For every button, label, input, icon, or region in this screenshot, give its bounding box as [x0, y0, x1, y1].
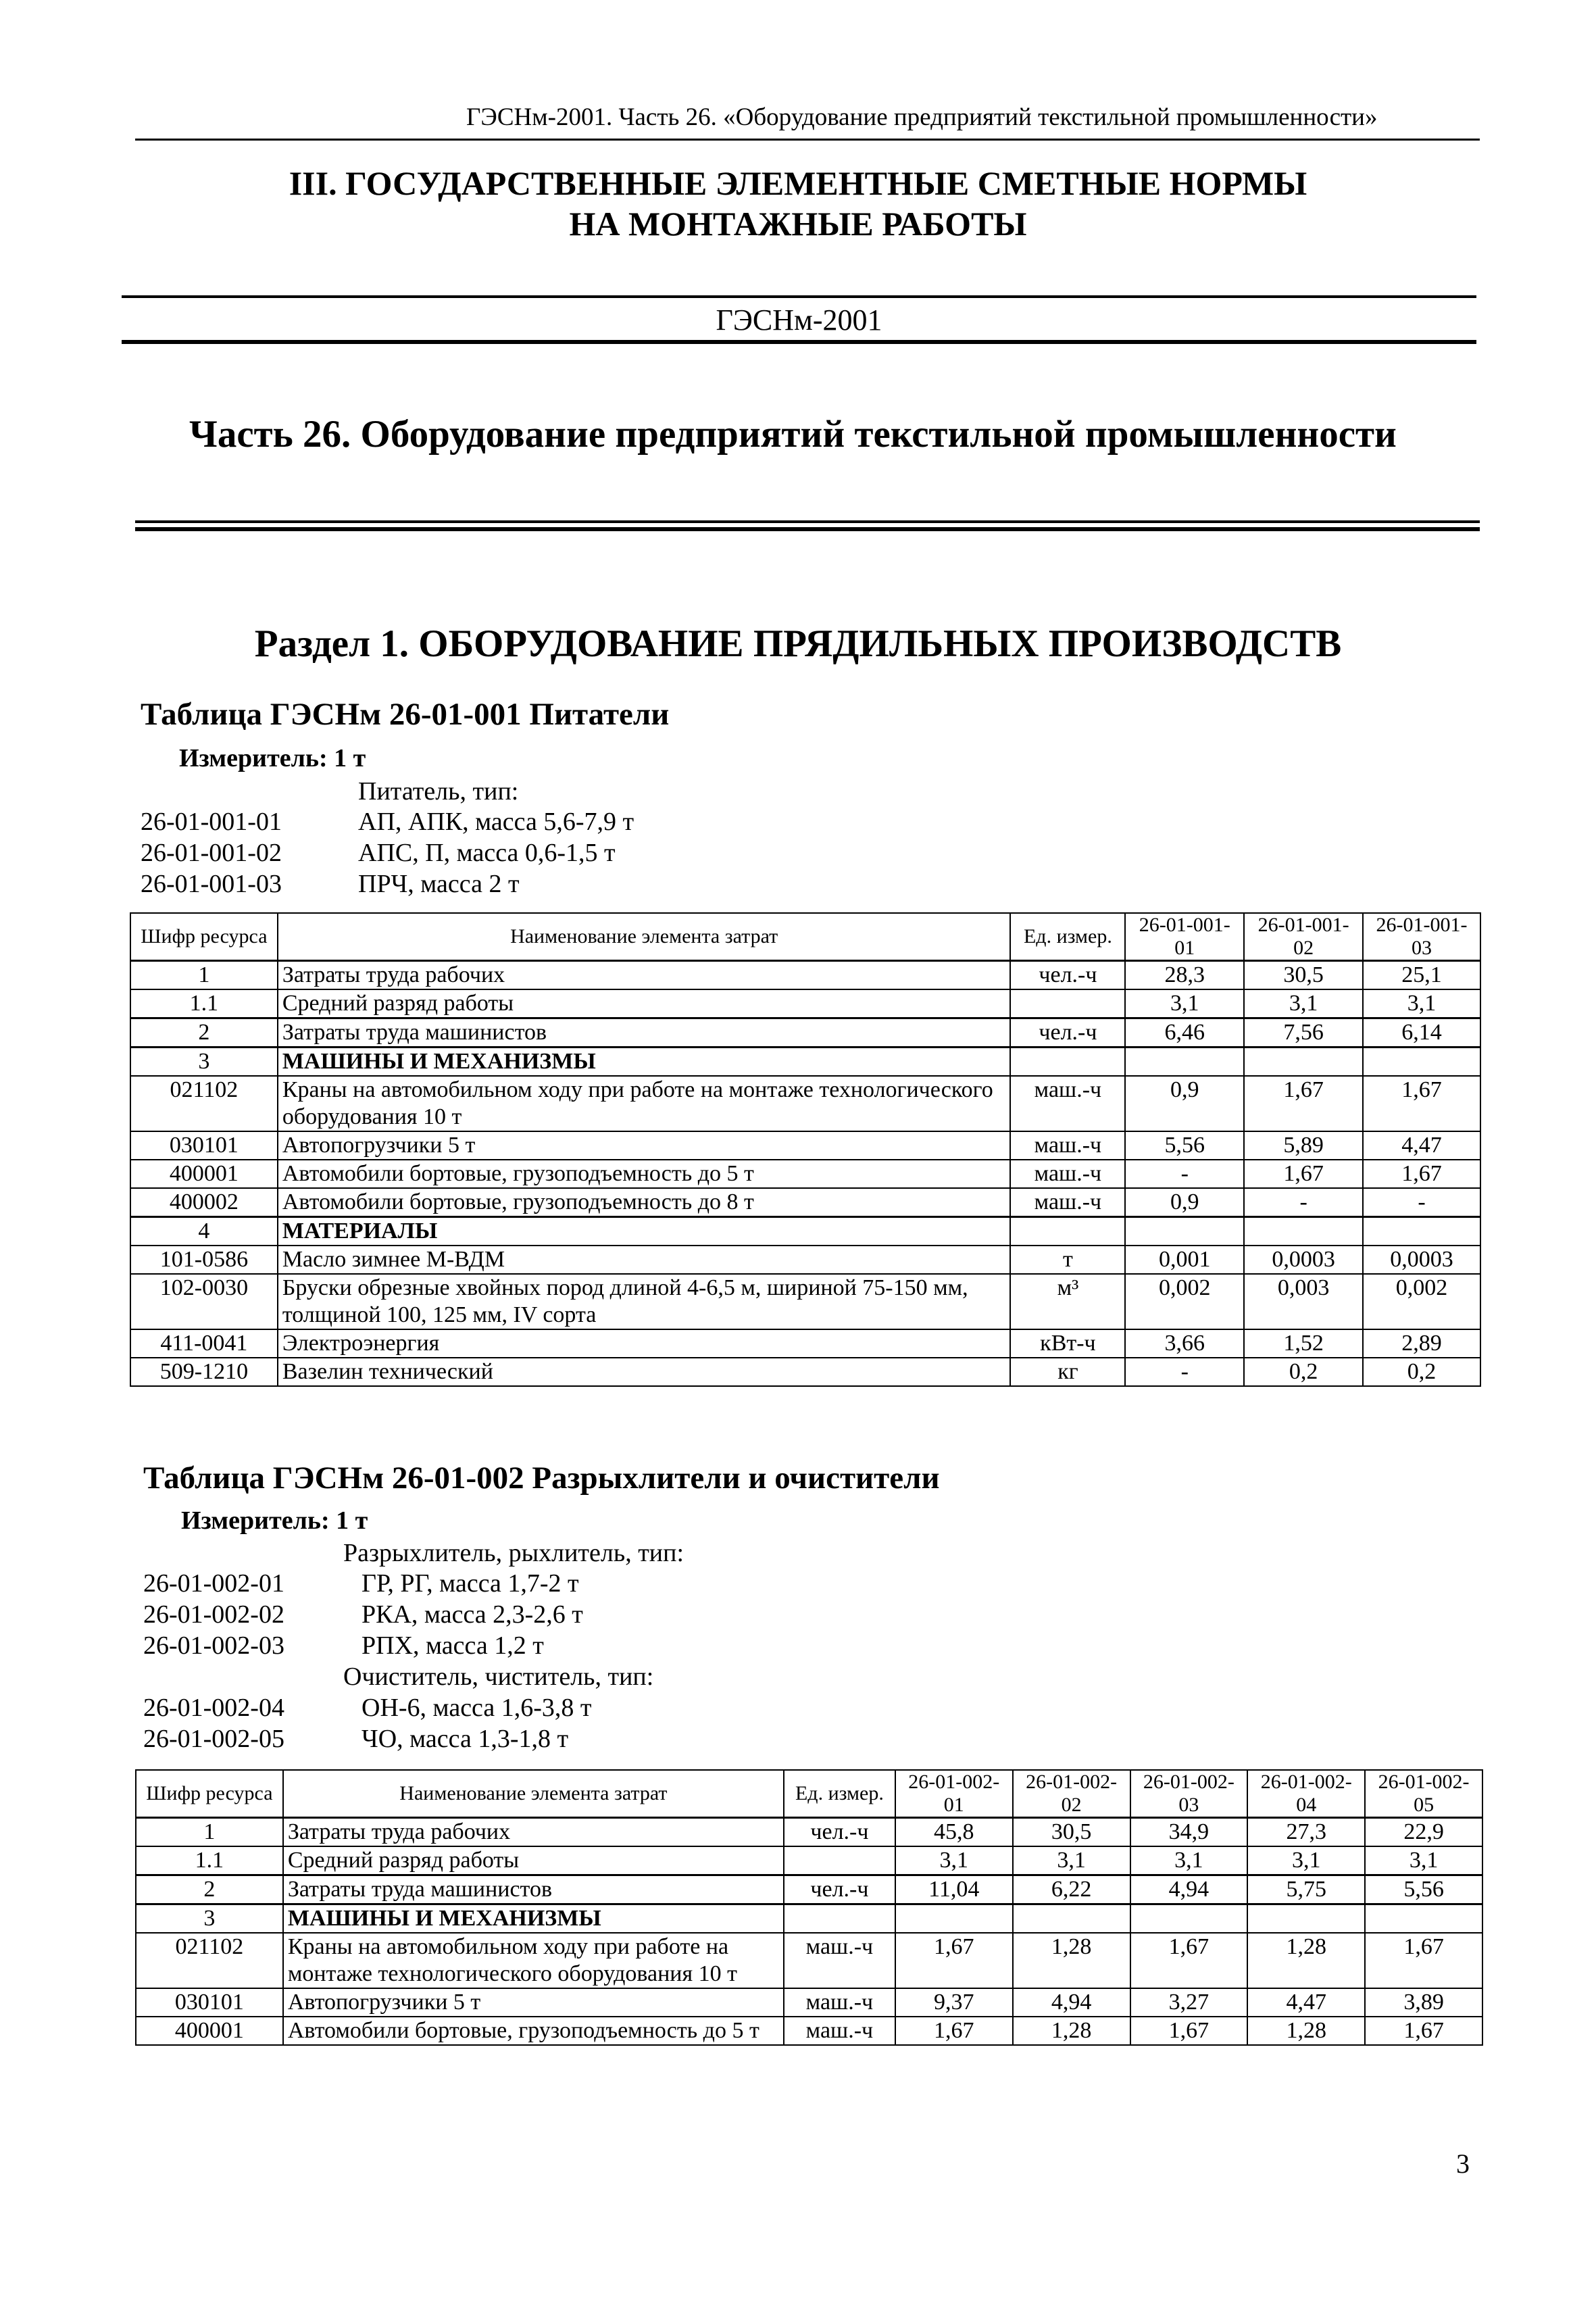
header-col: 26-01-002-04 — [1247, 1770, 1365, 1818]
cell-value: 11,04 — [895, 1875, 1013, 1904]
cell-value: 6,14 — [1363, 1018, 1480, 1048]
cell-unit: кВт-ч — [1010, 1329, 1125, 1358]
table-row — [136, 1904, 1482, 1934]
table2-item-desc: РКА, масса 2,3-2,6 т — [361, 1600, 583, 1629]
standard-name: ГЭСНм-2001 — [716, 303, 882, 337]
table2-item-desc: ЧО, масса 1,3-1,8 т — [361, 1725, 569, 1753]
table2-measure: Измеритель: 1 т — [181, 1506, 368, 1535]
cell-value: 1,67 — [1365, 1933, 1482, 1988]
table-row — [130, 1274, 1480, 1329]
cell-unit — [784, 1846, 895, 1875]
cell-unit: чел.-ч — [1010, 1018, 1125, 1048]
table-row — [136, 1875, 1482, 1904]
table-row — [130, 1246, 1480, 1274]
cell-value: 9,37 — [895, 1988, 1013, 2017]
cell-value: 1,67 — [1363, 1076, 1480, 1131]
table-row — [136, 1933, 1482, 1988]
cell-value: 4,94 — [1130, 1875, 1248, 1904]
cell-value: 3,1 — [1130, 1846, 1248, 1875]
table-row — [136, 1988, 1482, 2017]
cell-value: 3,1 — [1363, 989, 1480, 1018]
table1-measure: Измеритель: 1 т — [179, 744, 366, 772]
table2 — [135, 1769, 1483, 2046]
cell-code: 400002 — [130, 1188, 278, 1217]
cell-value: - — [1363, 1188, 1480, 1217]
cell-name: МАШИНЫ И МЕХАНИЗМЫ — [283, 1904, 784, 1934]
table1-item-code: 26-01-001-01 — [141, 808, 282, 836]
cell-unit: маш.-ч — [784, 1988, 895, 2017]
cell-code: 1.1 — [136, 1846, 283, 1875]
section-title-line2: НА МОНТАЖНЫЕ РАБОТЫ — [569, 205, 1027, 243]
table-row — [130, 1329, 1480, 1358]
cell-value: 28,3 — [1125, 961, 1244, 990]
cell-value: - — [1244, 1188, 1363, 1217]
cell-value — [1130, 1904, 1248, 1934]
cell-unit: т — [1010, 1246, 1125, 1274]
cell-value — [1363, 1048, 1480, 1077]
cell-value: 4,47 — [1363, 1131, 1480, 1160]
cell-value: 0,002 — [1125, 1274, 1244, 1329]
cell-value — [1244, 1048, 1363, 1077]
cell-name: Затраты труда рабочих — [278, 961, 1011, 990]
cell-code: 021102 — [136, 1933, 283, 1988]
cell-value: 0,9 — [1125, 1188, 1244, 1217]
table1-group-label: Питатель, тип: — [358, 777, 519, 806]
cell-code: 2 — [136, 1875, 283, 1904]
cell-unit — [1010, 989, 1125, 1018]
cell-code: 1 — [136, 1818, 283, 1847]
cell-value: 1,67 — [1130, 1933, 1248, 1988]
table-row — [136, 2017, 1482, 2045]
header-col: 26-01-001-01 — [1125, 913, 1244, 961]
cell-name: Автомобили бортовые, грузоподъемность до 5 т — [283, 2017, 784, 2045]
table2-group-label: Разрыхлитель, рыхлитель, тип: — [343, 1539, 684, 1567]
table-row — [130, 1048, 1480, 1077]
cell-value: 4,94 — [1013, 1988, 1130, 2017]
table1-item-desc: АП, АПК, масса 5,6-7,9 т — [358, 808, 634, 836]
cell-name: Затраты труда машинистов — [278, 1018, 1011, 1048]
table1-header-row — [130, 913, 1480, 961]
cell-value: 5,56 — [1125, 1131, 1244, 1160]
cell-value — [1247, 1904, 1365, 1934]
cell-value: 0,0003 — [1244, 1246, 1363, 1274]
header-col: 26-01-001-03 — [1363, 913, 1480, 961]
cell-value: 1,67 — [895, 1933, 1013, 1988]
table-row — [130, 1217, 1480, 1246]
cell-code: 030101 — [130, 1131, 278, 1160]
cell-value: 34,9 — [1130, 1818, 1248, 1847]
cell-value: 1,67 — [1363, 1160, 1480, 1188]
cell-value: 1,52 — [1244, 1329, 1363, 1358]
cell-value: 27,3 — [1247, 1818, 1365, 1847]
cell-value: 5,89 — [1244, 1131, 1363, 1160]
cell-unit: маш.-ч — [1010, 1076, 1125, 1131]
page-number: 3 — [1456, 2148, 1470, 2179]
cell-value: 3,1 — [1013, 1846, 1130, 1875]
cell-name: Затраты труда машинистов — [283, 1875, 784, 1904]
cell-unit: чел.-ч — [784, 1818, 895, 1847]
cell-code: 021102 — [130, 1076, 278, 1131]
table1-body — [130, 961, 1480, 1387]
cell-value — [895, 1904, 1013, 1934]
cell-value: 3,27 — [1130, 1988, 1248, 2017]
rule-below-standard — [122, 340, 1476, 344]
cell-value: 1,67 — [1244, 1076, 1363, 1131]
cell-code: 1 — [130, 961, 278, 990]
table-row — [136, 1818, 1482, 1847]
cell-value: 0,9 — [1125, 1076, 1244, 1131]
cell-unit: маш.-ч — [1010, 1188, 1125, 1217]
cell-value — [1365, 1904, 1482, 1934]
part-rule-thick — [135, 527, 1480, 531]
cell-value: 0,2 — [1363, 1358, 1480, 1386]
cell-name: Автопогрузчики 5 т — [278, 1131, 1011, 1160]
cell-code: 030101 — [136, 1988, 283, 2017]
table-row — [130, 1160, 1480, 1188]
table-row — [130, 1188, 1480, 1217]
cell-unit: чел.-ч — [784, 1875, 895, 1904]
table2-item-code: 26-01-002-05 — [143, 1725, 284, 1753]
cell-code: 3 — [136, 1904, 283, 1934]
cell-value: 0,002 — [1363, 1274, 1480, 1329]
cell-value: 1,67 — [1244, 1160, 1363, 1188]
cell-value: 3,89 — [1365, 1988, 1482, 2017]
cell-code: 411-0041 — [130, 1329, 278, 1358]
cell-name: Краны на автомобильном ходу при работе на монтаже технологического оборудования 10 т — [278, 1076, 1011, 1131]
cell-name: Автомобили бортовые, грузоподъемность до 8 т — [278, 1188, 1011, 1217]
cell-value: 5,56 — [1365, 1875, 1482, 1904]
section-title-line1: III. ГОСУДАРСТВЕННЫЕ ЭЛЕМЕНТНЫЕ СМЕТНЫЕ НОРМЫ — [289, 164, 1307, 202]
cell-value: 1,28 — [1247, 2017, 1365, 2045]
cell-value: 0,003 — [1244, 1274, 1363, 1329]
table-row — [130, 1018, 1480, 1048]
cell-value: 25,1 — [1363, 961, 1480, 990]
cell-name: Средний разряд работы — [278, 989, 1011, 1018]
cell-code: 4 — [130, 1217, 278, 1246]
cell-name: Бруски обрезные хвойных пород длиной 4-6,5 м, шириной 75-150 мм, толщиной 100, 125 мм, IV сорта — [278, 1274, 1011, 1329]
cell-name: Электроэнергия — [278, 1329, 1011, 1358]
table1-item-desc: АПС, П, масса 0,6-1,5 т — [358, 839, 616, 867]
table2-item-desc: РПХ, масса 1,2 т — [361, 1631, 544, 1660]
cell-value: 3,66 — [1125, 1329, 1244, 1358]
cell-unit: чел.-ч — [1010, 961, 1125, 990]
cell-name: Краны на автомобильном ходу при работе на монтаже технологического оборудования 10 т — [283, 1933, 784, 1988]
cell-value — [1125, 1217, 1244, 1246]
cell-value: 3,1 — [1247, 1846, 1365, 1875]
table2-item-desc: ОН-6, масса 1,6-3,8 т — [361, 1694, 592, 1722]
rule-above-standard — [122, 295, 1476, 298]
header-code: Шифр ресурса — [136, 1770, 283, 1818]
table2-item-code: 26-01-002-01 — [143, 1569, 284, 1598]
cell-value: 45,8 — [895, 1818, 1013, 1847]
table2-item-code: 26-01-002-02 — [143, 1600, 284, 1629]
cell-value: 6,22 — [1013, 1875, 1130, 1904]
cell-value — [1125, 1048, 1244, 1077]
table1-item-code: 26-01-001-03 — [141, 870, 282, 898]
table2-item-desc: ГР, РГ, масса 1,7-2 т — [361, 1569, 579, 1598]
cell-value: - — [1125, 1160, 1244, 1188]
table2-header-row — [136, 1770, 1482, 1818]
cell-unit — [1010, 1048, 1125, 1077]
table1-item-desc: ПРЧ, масса 2 т — [358, 870, 520, 898]
cell-code: 400001 — [130, 1160, 278, 1188]
cell-value — [1013, 1904, 1130, 1934]
table1-title: Таблица ГЭСНм 26-01-001 Питатели — [141, 697, 670, 732]
cell-value — [1363, 1217, 1480, 1246]
table-row — [130, 961, 1480, 990]
cell-code: 101-0586 — [130, 1246, 278, 1274]
header-rule — [135, 139, 1480, 141]
header-col: 26-01-002-03 — [1130, 1770, 1248, 1818]
cell-value: 1,67 — [1365, 2017, 1482, 2045]
cell-name: Масло зимнее М-ВДМ — [278, 1246, 1011, 1274]
cell-code: 400001 — [136, 2017, 283, 2045]
cell-name: МАШИНЫ И МЕХАНИЗМЫ — [278, 1048, 1011, 1077]
cell-unit — [784, 1904, 895, 1934]
header-name: Наименование элемента затрат — [278, 913, 1011, 961]
cell-code: 3 — [130, 1048, 278, 1077]
table2-group-label: Очиститель, чиститель, тип: — [343, 1663, 654, 1691]
header-unit: Ед. измер. — [1010, 913, 1125, 961]
cell-value: 1,28 — [1247, 1933, 1365, 1988]
cell-value: 30,5 — [1013, 1818, 1130, 1847]
header-unit: Ед. измер. — [784, 1770, 895, 1818]
header-col: 26-01-002-05 — [1365, 1770, 1482, 1818]
cell-code: 1.1 — [130, 989, 278, 1018]
cell-value: 0,2 — [1244, 1358, 1363, 1386]
razdel-title: Раздел 1. ОБОРУДОВАНИЕ ПРЯДИЛЬНЫХ ПРОИЗВОДСТВ — [254, 622, 1342, 665]
cell-value: 3,1 — [1365, 1846, 1482, 1875]
cell-value: 22,9 — [1365, 1818, 1482, 1847]
cell-value: 3,1 — [1125, 989, 1244, 1018]
cell-value: - — [1125, 1358, 1244, 1386]
table1-item-code: 26-01-001-02 — [141, 839, 282, 867]
cell-unit: маш.-ч — [1010, 1131, 1125, 1160]
cell-unit — [1010, 1217, 1125, 1246]
cell-name: Вазелин технический — [278, 1358, 1011, 1386]
table-row — [130, 1358, 1480, 1386]
header-col: 26-01-002-02 — [1013, 1770, 1130, 1818]
cell-value: 3,1 — [895, 1846, 1013, 1875]
header-col: 26-01-002-01 — [895, 1770, 1013, 1818]
cell-value: 1,67 — [895, 2017, 1013, 2045]
part-title: Часть 26. Оборудование предприятий текстильной промышленности — [189, 413, 1397, 456]
cell-code: 2 — [130, 1018, 278, 1048]
cell-value: 1,28 — [1013, 1933, 1130, 1988]
cell-value: 6,46 — [1125, 1018, 1244, 1048]
cell-code: 102-0030 — [130, 1274, 278, 1329]
cell-value: 1,28 — [1013, 2017, 1130, 2045]
header-col: 26-01-001-02 — [1244, 913, 1363, 961]
cell-value — [1244, 1217, 1363, 1246]
table-row — [130, 1076, 1480, 1131]
cell-value: 3,1 — [1244, 989, 1363, 1018]
cell-unit: маш.-ч — [1010, 1160, 1125, 1188]
cell-unit: маш.-ч — [784, 2017, 895, 2045]
cell-unit: кг — [1010, 1358, 1125, 1386]
cell-name: Затраты труда рабочих — [283, 1818, 784, 1847]
cell-value: 4,47 — [1247, 1988, 1365, 2017]
table-row — [130, 989, 1480, 1018]
cell-code: 509-1210 — [130, 1358, 278, 1386]
cell-name: Автомобили бортовые, грузоподъемность до 5 т — [278, 1160, 1011, 1188]
part-rule-thin — [135, 520, 1480, 523]
header-name: Наименование элемента затрат — [283, 1770, 784, 1818]
cell-value: 0,0003 — [1363, 1246, 1480, 1274]
table-row — [136, 1846, 1482, 1875]
cell-value: 1,67 — [1130, 2017, 1248, 2045]
running-head: ГЭСНм-2001. Часть 26. «Оборудование предприятий текстильной промышленности» — [466, 103, 1378, 131]
table-row — [130, 1131, 1480, 1160]
table2-item-code: 26-01-002-04 — [143, 1694, 284, 1722]
cell-value: 5,75 — [1247, 1875, 1365, 1904]
table2-title: Таблица ГЭСНм 26-01-002 Разрыхлители и очистители — [143, 1460, 940, 1496]
table1 — [130, 912, 1481, 1387]
cell-value: 7,56 — [1244, 1018, 1363, 1048]
cell-name: Автопогрузчики 5 т — [283, 1988, 784, 2017]
table2-body — [136, 1818, 1482, 2046]
table2-item-code: 26-01-002-03 — [143, 1631, 284, 1660]
cell-unit: маш.-ч — [784, 1933, 895, 1988]
cell-value: 2,89 — [1363, 1329, 1480, 1358]
cell-name: МАТЕРИАЛЫ — [278, 1217, 1011, 1246]
cell-unit: м³ — [1010, 1274, 1125, 1329]
header-code: Шифр ресурса — [130, 913, 278, 961]
cell-value: 0,001 — [1125, 1246, 1244, 1274]
cell-value: 30,5 — [1244, 961, 1363, 990]
cell-name: Средний разряд работы — [283, 1846, 784, 1875]
